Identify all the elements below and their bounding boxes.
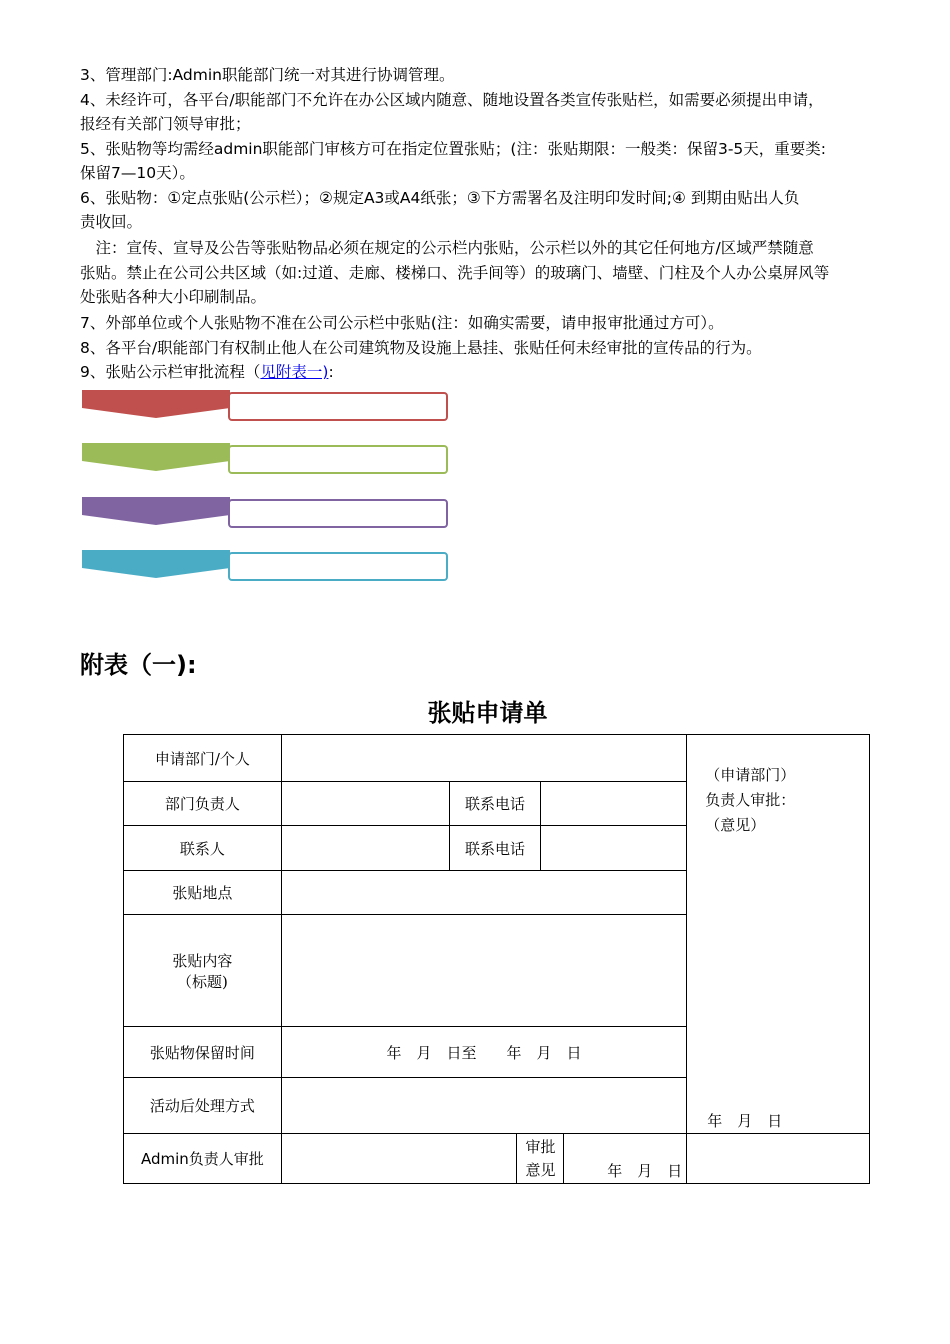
field-phone-1[interactable] (541, 782, 687, 826)
rule-item-5-line2: 保留7—10天）。 (80, 164, 195, 182)
appendix-link[interactable]: 见附表一) (260, 363, 329, 381)
label-location: 张贴地点 (124, 871, 282, 915)
appendix-heading: 附表（一): (80, 651, 197, 679)
rule-item-6-line2: 责收回。 (80, 213, 143, 231)
dept-approval-line2: 负责人审批： (705, 791, 796, 809)
dept-approval-text (705, 763, 795, 838)
label-dept-head: 部门负责人 (124, 782, 282, 826)
label-dept-person: 申请部门/个人 (124, 735, 282, 782)
flow-chevron-icon (80, 496, 240, 528)
rule-item-9 (80, 360, 895, 385)
dept-approval-date: 年 月 日 (707, 1112, 783, 1130)
flow-step-1 (80, 389, 450, 425)
label-approve-opinion-line2: 意见 (525, 1161, 556, 1179)
rule-item-9-prefix: 9、张贴公示栏审批流程（ (80, 363, 261, 381)
label-approve-opinion (517, 1134, 564, 1183)
rule-item-4-line2: 报经有关部门领导审批； (80, 115, 251, 133)
approve-date: 年 月 日 (607, 1162, 683, 1180)
flow-step-3 (80, 496, 450, 532)
flow-step-2 (80, 442, 450, 478)
dept-approval-cell[interactable] (687, 735, 870, 1134)
rule-note-line3: 处张贴各种大小印刷制品。 (80, 288, 267, 306)
flow-step-box (228, 499, 448, 528)
label-approve-opinion-line1: 审批 (525, 1138, 556, 1156)
field-contact[interactable] (281, 826, 449, 871)
label-content-line2: （标题) (176, 972, 228, 991)
flow-chevron-icon (80, 442, 240, 474)
rule-note-line2: 张贴。禁止在公司公共区域（如:过道、走廊、楼梯口、洗手间等）的玻璃门、墙壁、门柱及个人办公桌屏风等 (80, 264, 830, 282)
form-title: 张贴申请单 (427, 699, 548, 727)
flow-chevron-icon (80, 549, 240, 581)
flow-step-box (228, 552, 448, 581)
rule-item-6-line1: 6、张贴物：①定点张贴(公示栏）；②规定A3或A4纸张；③下方需署名及注明印发时间;④ 到期由贴出人负 (80, 189, 800, 207)
field-location[interactable] (281, 871, 686, 915)
flow-chevron-icon (80, 389, 240, 421)
rule-item-7: 7、外部单位或个人张贴物不准在公司公示栏中张贴(注：如确实需要，请申报审批通过方可）。 (80, 314, 724, 332)
field-dept-head[interactable] (281, 782, 449, 826)
dept-approval-line3: （意见） (705, 816, 766, 834)
label-content (124, 915, 282, 1027)
rule-item-9-suffix: : (328, 363, 334, 381)
field-after-event[interactable] (281, 1078, 686, 1134)
rule-item-4-line1: 4、未经许可，各平台/职能部门不允许在办公区域内随意、随地设置各类宣传张贴栏，如需要必须提出申请， (80, 91, 824, 109)
label-phone-2: 联系电话 (449, 826, 541, 871)
field-phone-2[interactable] (541, 826, 687, 871)
label-retention: 张贴物保留时间 (124, 1027, 282, 1078)
rule-item-3: 3、管理部门:Admin职能部门统一对其进行协调管理。 (80, 66, 455, 84)
flow-step-box (228, 445, 448, 474)
field-content[interactable] (281, 915, 686, 1027)
label-contact: 联系人 (124, 826, 282, 871)
rule-note-line1: 注：宣传、宣导及公告等张贴物品必须在规定的公示栏内张贴，公示栏以外的其它任何地方/区域严禁随意 (80, 239, 814, 257)
label-admin-approve-text: Admin负责人审批 (141, 1150, 264, 1168)
label-phone-1: 联系电话 (449, 782, 541, 826)
application-form (123, 734, 870, 1184)
rule-item-5-line1: 5、张贴物等均需经admin职能部门审核方可在指定位置张贴；(注：张贴期限：一般类：保留3-5天，重要类: (80, 140, 827, 158)
rule-item-8: 8、各平台/职能部门有权制止他人在公司建筑物及设施上悬挂、张贴任何未经审批的宣传品的行为。 (80, 339, 762, 357)
dept-approval-line1: （申请部门） (705, 766, 796, 784)
field-dept-person[interactable] (281, 735, 686, 782)
label-after-event: 活动后处理方式 (124, 1078, 282, 1134)
approve-date-cell[interactable] (607, 1134, 870, 1184)
label-content-line1: 张贴内容 (172, 951, 233, 970)
label-admin-approve (124, 1134, 282, 1184)
field-admin-approve[interactable] (281, 1134, 517, 1184)
flow-step-box (228, 392, 448, 421)
field-retention[interactable]: 年 月 日至 年 月 日 (281, 1027, 686, 1078)
flow-step-4 (80, 549, 450, 585)
